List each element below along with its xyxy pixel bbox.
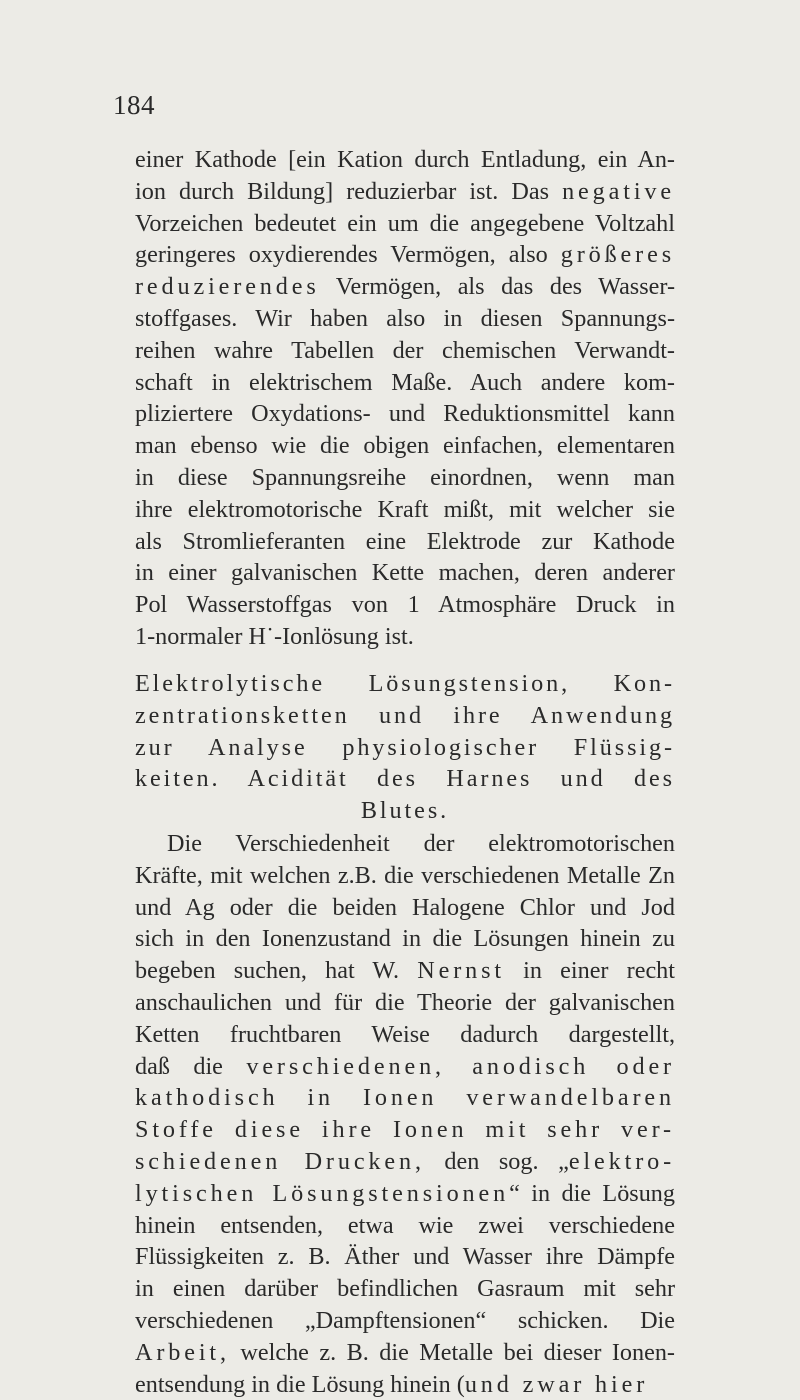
text-line xyxy=(135,892,675,924)
text-line xyxy=(135,621,675,653)
text-run: einer Kathode [ein Kation durch Entladung, ein An- xyxy=(135,146,675,173)
spaced-emphasis: und zwar hier xyxy=(464,1370,649,1398)
text-line xyxy=(135,1210,675,1242)
heading-line: zur Analyse physiologischer Flüssig- xyxy=(135,733,675,761)
text-line xyxy=(135,1146,675,1178)
spaced-emphasis: negative xyxy=(562,177,675,205)
text-line xyxy=(135,1082,675,1114)
text-line xyxy=(135,923,675,955)
text-run: sich in den Ionenzustand in die Lösungen hinein zu xyxy=(135,925,675,953)
text-line xyxy=(135,955,675,987)
text-line xyxy=(135,176,675,208)
text-run: stoffgases. Wir haben also in diesen Spannungs- xyxy=(135,304,675,332)
text-line xyxy=(135,1178,675,1210)
paragraph-2 xyxy=(135,828,675,1400)
spaced-emphasis: Arbeit, xyxy=(135,1338,230,1366)
text-run: begeben suchen, hat W. xyxy=(135,957,418,985)
text-run: in einen darüber befindlichen Gasraum mit sehr xyxy=(135,1275,675,1303)
spaced-emphasis: kathodisch in Ionen verwandelbaren xyxy=(135,1084,675,1112)
text-run: pliziertere Oxydations- und Reduktionsmittel kann xyxy=(135,400,675,428)
heading-line: Elektrolytische Lösungstension, Kon- xyxy=(135,670,675,697)
text-run: Pol Wasserstoffgas von 1 Atmosphäre Druck in xyxy=(135,591,675,619)
text-run: hinein entsenden, etwa wie zwei verschiedene xyxy=(135,1211,675,1239)
text-line xyxy=(135,557,675,589)
text-line xyxy=(135,589,675,621)
spaced-emphasis: elektro- xyxy=(568,1147,676,1175)
text-run: Vorzeichen bedeutet ein um die angegebene Voltzahl xyxy=(135,209,675,237)
text-line xyxy=(135,987,675,1019)
text-line xyxy=(135,1114,675,1146)
text-line xyxy=(135,430,675,462)
text-run: Ketten fruchtbaren Weise dadurch dargestellt, xyxy=(135,1020,675,1048)
text-run: man ebenso wie die obigen einfachen, elementaren xyxy=(135,432,675,460)
text-run: verschiedenen „Dampftensionen“ schicken. Die xyxy=(135,1306,675,1334)
text-line xyxy=(135,1337,675,1369)
text-run: entsendung in die Lösung hinein ( xyxy=(135,1370,465,1398)
text-run: ihre elektromotorische Kraft mißt, mit welcher sie xyxy=(135,495,675,523)
text-run: Kräfte, mit welchen z.B. die verschiedenen Metalle Zn xyxy=(135,861,675,889)
text-line xyxy=(135,303,675,335)
text-line xyxy=(135,1369,675,1400)
text-run: geringeres oxydierendes Vermögen, also xyxy=(135,241,561,269)
text-line xyxy=(135,462,675,494)
text-run: “ in die Lösung xyxy=(509,1179,675,1207)
text-line xyxy=(135,494,675,526)
spaced-emphasis: Nernst xyxy=(417,957,505,985)
text-run: den sog. „ xyxy=(424,1147,569,1175)
text-run: und Ag oder die beiden Halogene Chlor und Jod xyxy=(135,893,675,921)
spaced-emphasis: lytischen Lösungstensionen xyxy=(135,1179,510,1207)
text-line xyxy=(135,208,675,240)
text-line xyxy=(135,860,675,892)
text-line xyxy=(135,144,675,176)
heading-line: keiten. Acidität des Harnes und des xyxy=(135,765,675,793)
text-run: 1-normaler H˙-Ionlösung ist. xyxy=(135,622,414,650)
page-number: 184 xyxy=(113,90,155,120)
paragraph-1 xyxy=(135,144,675,653)
text-line xyxy=(135,828,675,860)
text-line xyxy=(135,239,675,271)
text-line xyxy=(135,1305,675,1337)
spaced-emphasis: verschiedenen, anodisch oder xyxy=(246,1052,675,1080)
text-line xyxy=(135,1273,675,1305)
section-heading xyxy=(135,668,675,827)
text-run: schaft in elektrischem Maße. Auch andere kom- xyxy=(135,368,675,396)
text-run: anschaulichen und für die Theorie der galvanischen xyxy=(135,988,675,1016)
text-line xyxy=(135,1019,675,1051)
text-line xyxy=(135,367,675,399)
text-line xyxy=(135,1051,675,1083)
text-run: reihen wahre Tabellen der chemischen Verwandt- xyxy=(135,336,675,364)
spaced-emphasis: schiedenen Drucken, xyxy=(135,1147,425,1175)
text-run: ion durch Bildung] reduzierbar ist. Das xyxy=(135,177,563,205)
heading-line-centered: Blutes. xyxy=(360,797,450,825)
text-run: daß die xyxy=(135,1052,247,1080)
spaced-emphasis: größeres xyxy=(560,241,675,269)
text-run: Die Verschiedenheit der elektromotorischen xyxy=(167,830,675,857)
heading-line: zentrationsketten und ihre Anwendung xyxy=(135,701,675,729)
text-run: in einer galvanischen Kette machen, deren anderer xyxy=(135,559,675,587)
text-run: in einer recht xyxy=(504,957,675,985)
text-line xyxy=(135,526,675,558)
text-line xyxy=(135,398,675,430)
text-run: in diese Spannungsreihe einordnen, wenn man xyxy=(135,463,675,491)
spaced-emphasis: Stoffe diese ihre Ionen mit sehr ver- xyxy=(135,1116,675,1144)
text-line xyxy=(135,1241,675,1273)
spaced-emphasis: reduzierendes xyxy=(135,273,320,301)
text-run: Vermögen, als das des Wasser- xyxy=(319,273,675,301)
text-run: Flüssigkeiten z. B. Äther und Wasser ihre Dämpfe xyxy=(135,1243,675,1271)
text-run: welche z. B. die Metalle bei dieser Ionen- xyxy=(229,1338,675,1366)
text-run: als Stromlieferanten eine Elektrode zur Kathode xyxy=(135,527,675,555)
text-line xyxy=(135,335,675,367)
text-line xyxy=(135,271,675,303)
